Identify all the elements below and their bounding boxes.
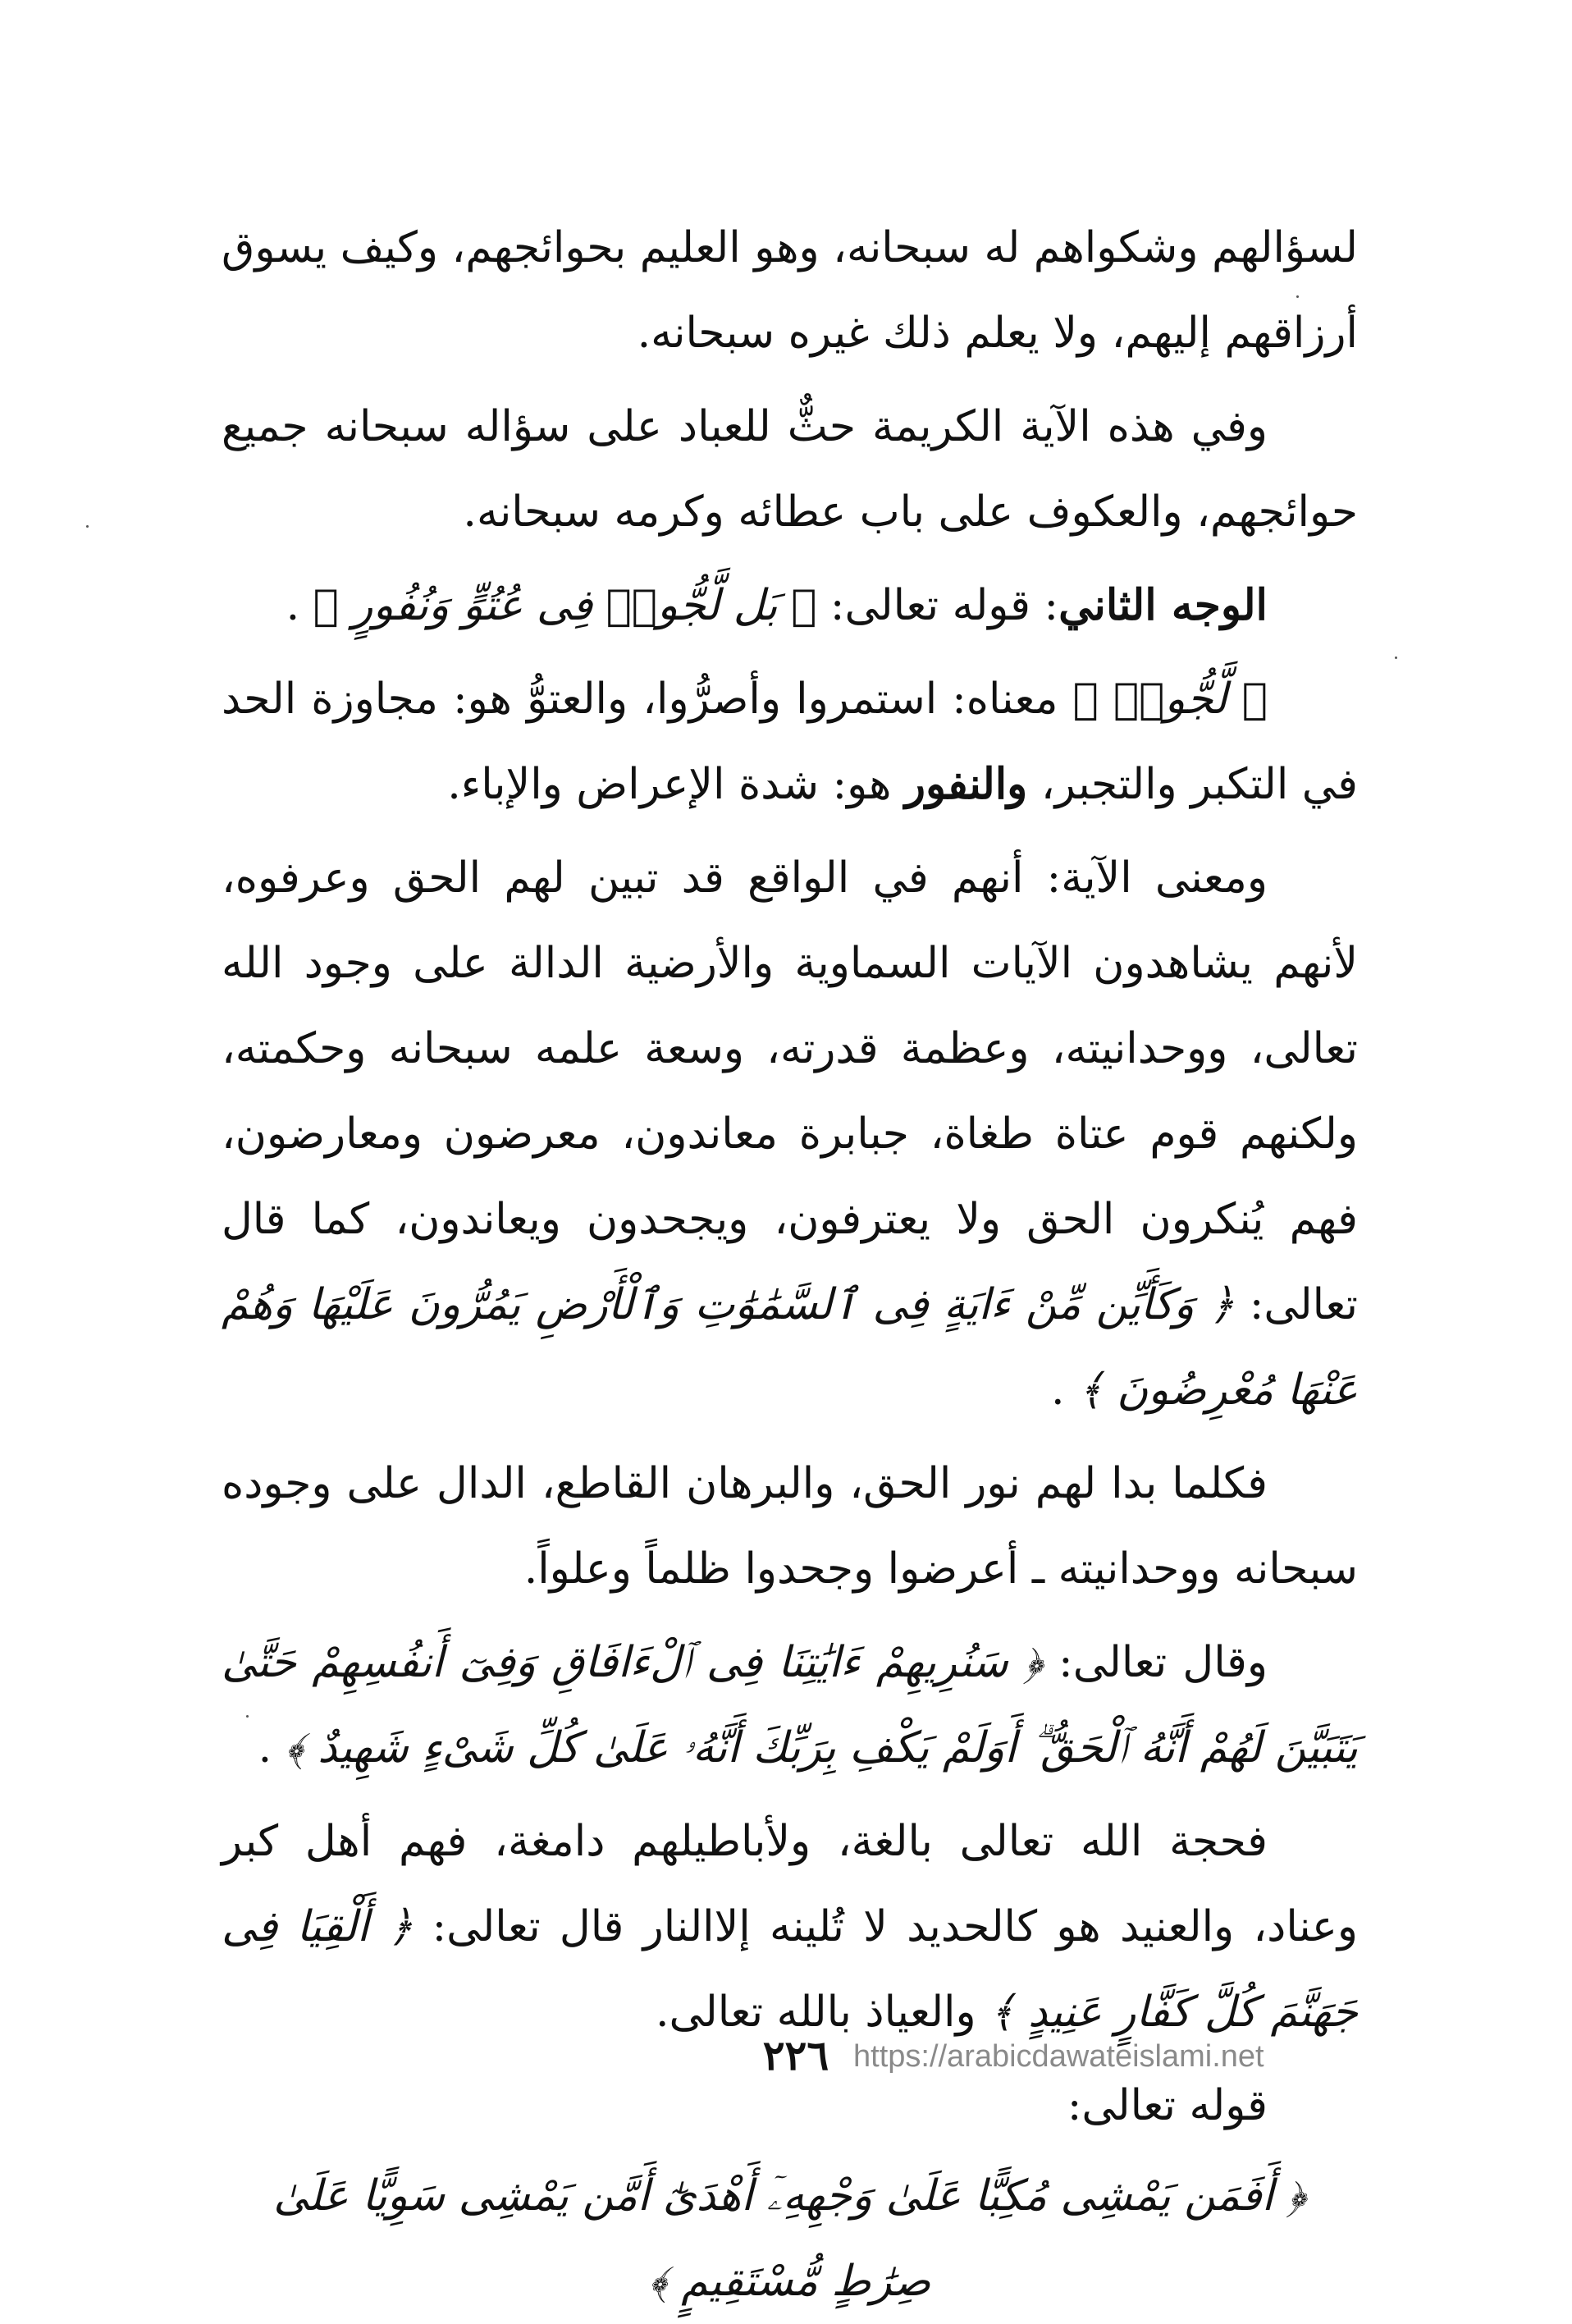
watermark-url: https://arabicdawateislami.net: [853, 2039, 1264, 2074]
quran-verse: ﴿ سَنُرِيهِمْ ءَايَٰتِنَا فِى ٱلْءَافَاقِ وَفِىٓ أَنفُسِهِمْ حَتَّىٰ يَتَبَيَّنَ لَهُمْ أَنَّهُ ٱلْحَقُّ ۗ أَوَلَمْ يَكْفِ بِرَبِّكَ أَنَّهُۥ عَلَىٰ كُلِّ شَىْءٍ شَهِيدٌ ﴾: [222, 1638, 1358, 1773]
quran-verse: ﴿ وَكَأَيِّن مِّنْ ءَايَةٍ فِى ٱلسَّمَٰوَٰتِ وَٱلْأَرْضِ يَمُرُّونَ عَلَيْهَا وَهُمْ عَنْهَا مُعْرِضُونَ ﴾: [222, 1280, 1358, 1415]
paragraph-lead: : قوله تعالى:: [816, 581, 1059, 630]
meaning-text: ومعنى الآية: أنهم في الواقع قد تبين لهم الحق وعرفوه، لأنهم يشاهدون الآيات السماوية والأرضية الدالة على وجود الله تعالى، ووحدانيته، وعظمة قدرته، وسعة علمه سبحانه وحكمته، ولكنهم قوم عتاة طغاة، جبابرة معاندون، معرضون ومعارضون، فهم يُنكرون الحق ولا يعترفون، ويجحدون ويعاندون، كما قال تعالى:: [222, 853, 1358, 1329]
paragraph-meaning: [222, 835, 1358, 1433]
paragraph-lead: وقال تعالى:: [1043, 1638, 1268, 1687]
paragraph-1: لسؤالهم وشكواهم له سبحانه، وهو العليم بحوائجهم، وكيف يسوق أرزاقهم إليهم، ولا يعلم ذلك غيره سبحانه.: [222, 223, 1358, 358]
paragraph-tail: .: [258, 1723, 286, 1773]
page-body: [222, 205, 1358, 2324]
defined-term: والنفور: [904, 759, 1028, 809]
definition-text-end: هو: شدة الإعراض والإباء.: [447, 760, 905, 809]
scan-speck: [86, 525, 89, 528]
paragraph-second-aspect: [222, 563, 1358, 648]
quran-word: ﴿ لَّجُّوا۟ ﴾: [1072, 675, 1268, 724]
definition-text: معناه: استمروا وأصرُّوا، والعتوُّ هو: مجاوزة الحد في التكبر والتجبر،: [222, 675, 1358, 809]
paragraph-definitions: [222, 656, 1358, 827]
scan-speck: [246, 1715, 249, 1718]
page-number: ٢٢٦: [762, 2031, 829, 2079]
quran-verse: ﴿ أَلْقِيَا فِى جَهَنَّمَ كُلَّ كَفَّارٍ عَنِيدٍ ﴾: [222, 1902, 1358, 2037]
paragraph-tail: والعياذ بالله تعالى.: [656, 1988, 990, 2037]
paragraph-proof: [222, 1799, 1358, 2055]
quran-verse: ﴿ بَل لَّجُّوا۟ فِى عُتُوٍّ وَنُفُورٍ ﴾: [313, 581, 817, 630]
paragraph-tail: .: [1051, 1366, 1079, 1415]
scan-speck: [1395, 656, 1397, 659]
section-label: الوجه الثاني: [1058, 580, 1268, 630]
paragraph-next-verse-intro: قوله تعالى:: [1067, 2081, 1268, 2130]
scan-speck: [1296, 295, 1299, 298]
paragraph-2: وفي هذه الآية الكريمة حثٌّ للعباد على سؤاله سبحانه جميع حوائجهم، والعكوف على باب عطائه وكرمه سبحانه.: [222, 402, 1358, 537]
paragraph-signs: [222, 1620, 1358, 1791]
final-quran-verse: ﴿ أَفَمَن يَمْشِى مُكِبًّا عَلَىٰ وَجْهِهِۦٓ أَهْدَىٰٓ أَمَّن يَمْشِى سَوِيًّا عَلَىٰ صِرَٰطٍ مُّسْتَقِيمٍ ﴾: [273, 2171, 1306, 2306]
paragraph-tail: .: [286, 581, 313, 630]
paragraph-rejection: فكلما بدا لهم نور الحق، والبرهان القاطع، الدال على وجوده سبحانه ووحدانيته ـ أعرضوا وجحدوا ظلماً وعلواً.: [222, 1459, 1358, 1594]
proof-text: فحجة الله تعالى بالغة، ولأباطيلهم دامغة، فهم أهل كبر وعناد، والعنيد هو كالحديد لا تُلينه إلاالنار قال تعالى:: [222, 1817, 1358, 1951]
